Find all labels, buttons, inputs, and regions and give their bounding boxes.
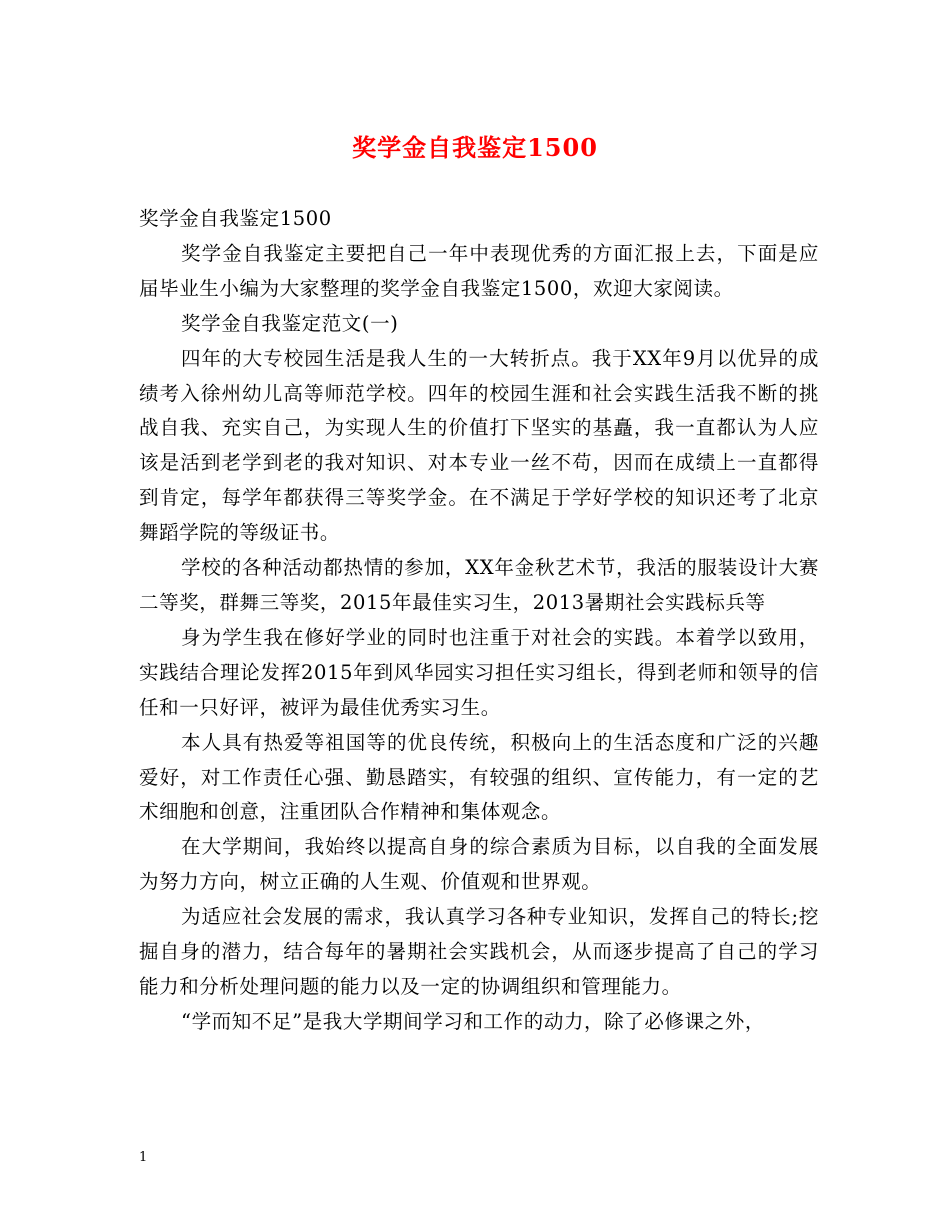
paragraph-intro: 奖学金自我鉴定主要把自己一年中表现优秀的方面汇报上去，下面是应届毕业生小编为大家整理的奖学金自我鉴定1500，欢迎大家阅读。 bbox=[139, 241, 819, 300]
document-title: 奖学金自我鉴定1500 bbox=[352, 133, 598, 162]
section-heading: 奖学金自我鉴定范文(一) bbox=[181, 311, 399, 335]
paragraph: 为适应社会发展的需求，我认真学习各种专业知识，发挥自己的特长;挖掘自身的潜力，结合每年的暑期社会实践机会，从而逐步提高了自己的学习能力和分析处理问题的能力以及一定的协调组织和管理能力。 bbox=[139, 905, 819, 998]
paragraph: “学而知不足”是我大学期间学习和工作的动力，除了必修课之外， bbox=[181, 1009, 765, 1033]
paragraph: 四年的大专校园生活是我人生的一大转折点。我于XX年9月以优异的成绩考入徐州幼儿高等师范学校。四年的校园生涯和社会实践生活我不断的挑战自我、充实自己，为实现人生的价值打下坚实的基矗，我一直都认为人应该是活到老学到老的我对知识、对本专业一丝不苟，因而在成绩上一直都得到肯定，每学年都获得三等奖学金。在不满足于学好学校的知识还考了北京舞蹈学院的等级证书。 bbox=[139, 346, 819, 545]
page-number: 1 bbox=[139, 1150, 148, 1165]
paragraph: 身为学生我在修好学业的同时也注重于对社会的实践。本着学以致用，实践结合理论发挥2015年到风华园实习担任实习组长，得到老师和领导的信任和一只好评，被评为最佳优秀实习生。 bbox=[139, 625, 819, 719]
paragraph: 学校的各种活动都热情的参加，XX年金秋艺术节，我活的服装设计大赛二等奖，群舞三等奖，2015年最佳实习生，2013暑期社会实践标兵等 bbox=[139, 556, 819, 614]
paragraph: 在大学期间，我始终以提高自身的综合素质为目标，以自我的全面发展为努力方向，树立正确的人生观、价值观和世界观。 bbox=[139, 835, 819, 894]
document-body bbox=[139, 202, 819, 1040]
paragraph: 本人具有热爱等祖国等的优良传统，积极向上的生活态度和广泛的兴趣爱好，对工作责任心强、勤恳踏实，有较强的组织、宣传能力，有一定的艺术细胞和创意，注重团队合作精神和集体观念。 bbox=[139, 730, 819, 824]
document-subtitle: 奖学金自我鉴定1500 bbox=[139, 207, 332, 230]
